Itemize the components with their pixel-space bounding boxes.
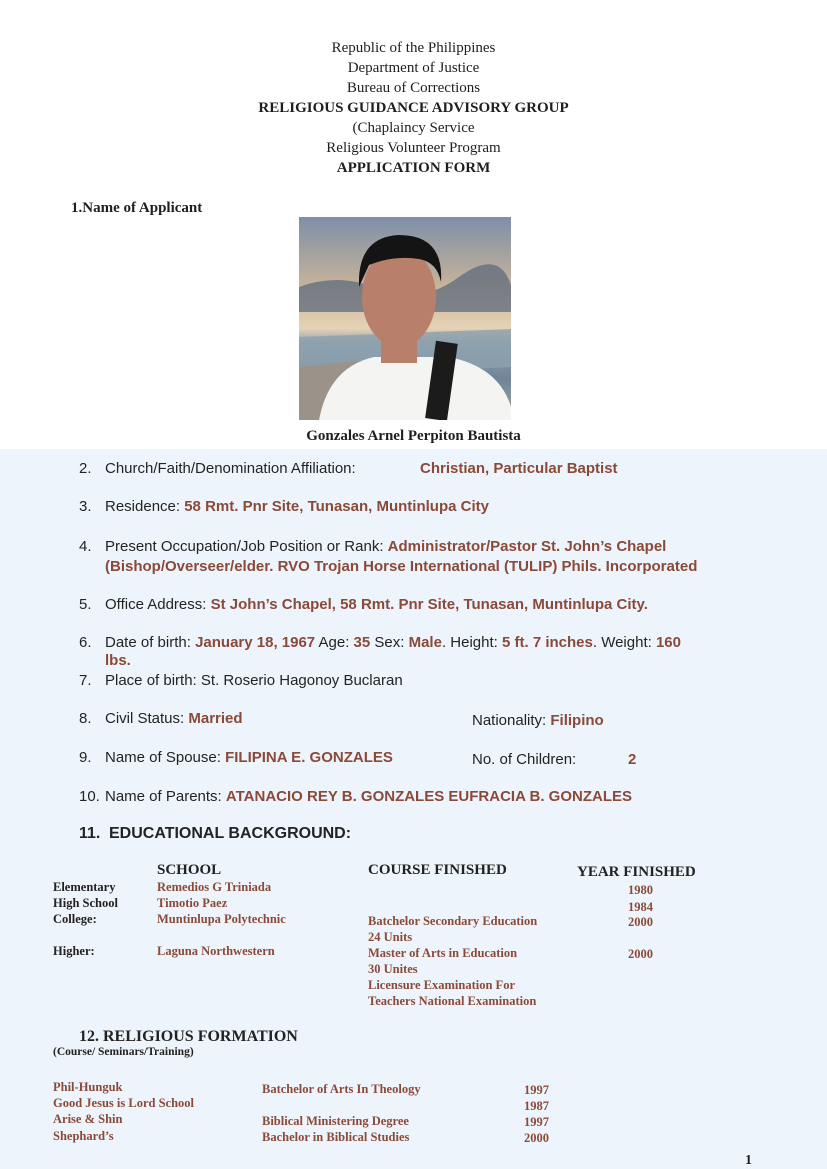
header-republic: Republic of the Philippines bbox=[331, 40, 496, 56]
col-course-header: COURSE FINISHED bbox=[368, 862, 507, 878]
edu-course-college: Batchelor Secondary Education bbox=[368, 914, 538, 928]
item-10-content bbox=[105, 788, 632, 805]
item-5-label: Office Address: bbox=[105, 596, 207, 613]
item-11-number: 11. bbox=[79, 825, 101, 842]
edu-course-higher-units: 30 Unites bbox=[368, 962, 418, 976]
height-value: 5 ft. 7 inches bbox=[501, 634, 593, 651]
item-7-content bbox=[105, 672, 403, 689]
item-6-content bbox=[105, 634, 681, 651]
edu-level-higher: Higher: bbox=[53, 944, 95, 958]
item-10-number: 10. bbox=[79, 788, 100, 805]
header-service: (Chaplaincy Service bbox=[352, 120, 475, 136]
item-9-label: Name of Spouse: bbox=[105, 749, 221, 766]
rel-school-3: Arise & Shin bbox=[53, 1112, 123, 1126]
item-7-label: Place of birth: bbox=[105, 672, 197, 689]
age-value: 35 bbox=[353, 634, 371, 651]
nationality-label: Nationality: bbox=[472, 712, 547, 729]
item-2-number: 2. bbox=[79, 460, 92, 477]
item-5-content bbox=[105, 596, 648, 613]
children-label: No. of Children: bbox=[472, 751, 577, 768]
item-7-number: 7. bbox=[79, 672, 92, 689]
religious-formation-subtitle: (Course/ Seminars/Training) bbox=[53, 1046, 194, 1058]
item-9-number: 9. bbox=[79, 749, 92, 766]
edu-course-licensure: Licensure Examination For bbox=[368, 978, 515, 992]
edu-level-elementary: Elementary bbox=[53, 880, 116, 894]
item-4-label: Present Occupation/Job Position or Rank: bbox=[105, 538, 384, 555]
nationality-value: Filipino bbox=[550, 712, 604, 729]
religious-formation-heading: 12. RELIGIOUS FORMATION bbox=[79, 1028, 298, 1045]
dob-label: Date of birth: bbox=[105, 634, 191, 651]
col-school-header: SCHOOL bbox=[157, 862, 222, 878]
rel-year-4: 2000 bbox=[524, 1131, 549, 1145]
header-program: Religious Volunteer Program bbox=[326, 140, 501, 156]
item-6-number: 6. bbox=[79, 634, 92, 651]
edu-course-college-units: 24 Units bbox=[368, 930, 413, 944]
item-8-content bbox=[105, 710, 243, 727]
height-label: . Height: bbox=[441, 634, 498, 651]
header-department: Department of Justice bbox=[347, 60, 480, 76]
edu-school-college: Muntinlupa Polytechnic bbox=[157, 912, 286, 926]
item-3-value: 58 Rmt. Pnr Site, Tunasan, Muntinlupa City bbox=[184, 498, 489, 515]
edu-level-college: College: bbox=[53, 912, 97, 926]
rel-school-1: Phil-Hunguk bbox=[53, 1080, 123, 1094]
item-3-number: 3. bbox=[79, 498, 92, 515]
edu-school-elementary: Remedios G Triniada bbox=[157, 880, 272, 894]
rel-year-1: 1997 bbox=[524, 1083, 549, 1097]
item-8-number: 8. bbox=[79, 710, 92, 727]
weight-label: . Weight: bbox=[592, 634, 652, 651]
header-bureau: Bureau of Corrections bbox=[346, 80, 481, 96]
edu-year-elementary: 1980 bbox=[628, 883, 653, 897]
header-group: RELIGIOUS GUIDANCE ADVISORY GROUP bbox=[258, 100, 569, 116]
item-2-value: Christian, Particular Baptist bbox=[420, 460, 618, 477]
item-9-value: FILIPINA E. GONZALES bbox=[225, 749, 393, 766]
item-10-value: ATANACIO REY B. GONZALES EUFRACIA B. GONZALES bbox=[225, 788, 633, 805]
item-7-value: St. Roserio Hagonoy Buclaran bbox=[200, 672, 403, 689]
item-4-organization: (Bishop/Overseer/elder. RVO Trojan Horse International (TULIP) Phils. Incorporated bbox=[105, 558, 698, 575]
edu-year-higher: 2000 bbox=[628, 947, 653, 961]
edu-school-higher: Laguna Northwestern bbox=[157, 944, 275, 958]
item-8-label: Civil Status: bbox=[105, 710, 185, 727]
page-number: 1 bbox=[745, 1153, 752, 1168]
item-5-value: St John’s Chapel, 58 Rmt. Pnr Site, Tunasan, Muntinlupa City. bbox=[210, 596, 648, 613]
item-4-value: Administrator/Pastor bbox=[387, 538, 537, 555]
age-label: Age: bbox=[318, 634, 350, 651]
rel-year-2: 1987 bbox=[524, 1099, 549, 1113]
rel-year-3: 1997 bbox=[524, 1115, 549, 1129]
rel-course-3: Biblical Ministering Degree bbox=[262, 1114, 409, 1128]
rel-course-4: Bachelor in Biblical Studies bbox=[262, 1130, 410, 1144]
form-title: APPLICATION FORM bbox=[336, 160, 491, 176]
edu-school-highschool: Timotio Paez bbox=[157, 896, 228, 910]
item-3-content bbox=[105, 498, 489, 515]
item-3-label: Residence: bbox=[105, 498, 181, 515]
scanned-form-section bbox=[0, 449, 827, 1169]
col-year-header: YEAR FINISHED bbox=[577, 864, 696, 880]
applicant-photo bbox=[299, 217, 511, 420]
weight-value: 160 bbox=[655, 634, 681, 651]
item-4-number: 4. bbox=[79, 538, 92, 555]
rel-course-1: Batchelor of Arts In Theology bbox=[262, 1082, 421, 1096]
children-value: 2 bbox=[628, 751, 637, 768]
item-4-content bbox=[105, 538, 666, 555]
item-2-label: Church/Faith/Denomination Affiliation: bbox=[105, 460, 356, 477]
rel-school-4: Shephard’s bbox=[53, 1129, 114, 1143]
edu-level-highschool: High School bbox=[53, 896, 118, 910]
sex-label: Sex: bbox=[374, 634, 405, 651]
nationality bbox=[472, 712, 604, 729]
edu-year-highschool: 1984 bbox=[628, 900, 653, 914]
item-4-chapel: St. John’s Chapel bbox=[541, 538, 667, 555]
sex-value: Male bbox=[408, 634, 442, 651]
applicant-full-name: Gonzales Arnel Perpiton Bautista bbox=[306, 428, 521, 444]
item-8-value: Married bbox=[188, 710, 243, 727]
educational-background-heading: EDUCATIONAL BACKGROUND: bbox=[109, 825, 352, 842]
applicant-name-label: 1.Name of Applicant bbox=[71, 200, 203, 216]
dob-value: January 18, 1967 bbox=[195, 634, 316, 651]
rel-school-2: Good Jesus is Lord School bbox=[53, 1096, 195, 1110]
item-5-number: 5. bbox=[79, 596, 92, 613]
item-10-label: Name of Parents: bbox=[105, 788, 222, 805]
edu-course-licensure-2: Teachers National Examination bbox=[368, 994, 537, 1008]
document-header bbox=[0, 38, 827, 178]
edu-course-higher: Master of Arts in Education bbox=[368, 946, 518, 960]
weight-unit: lbs. bbox=[105, 652, 131, 669]
edu-year-college: 2000 bbox=[628, 915, 653, 929]
item-9-content bbox=[105, 749, 393, 766]
